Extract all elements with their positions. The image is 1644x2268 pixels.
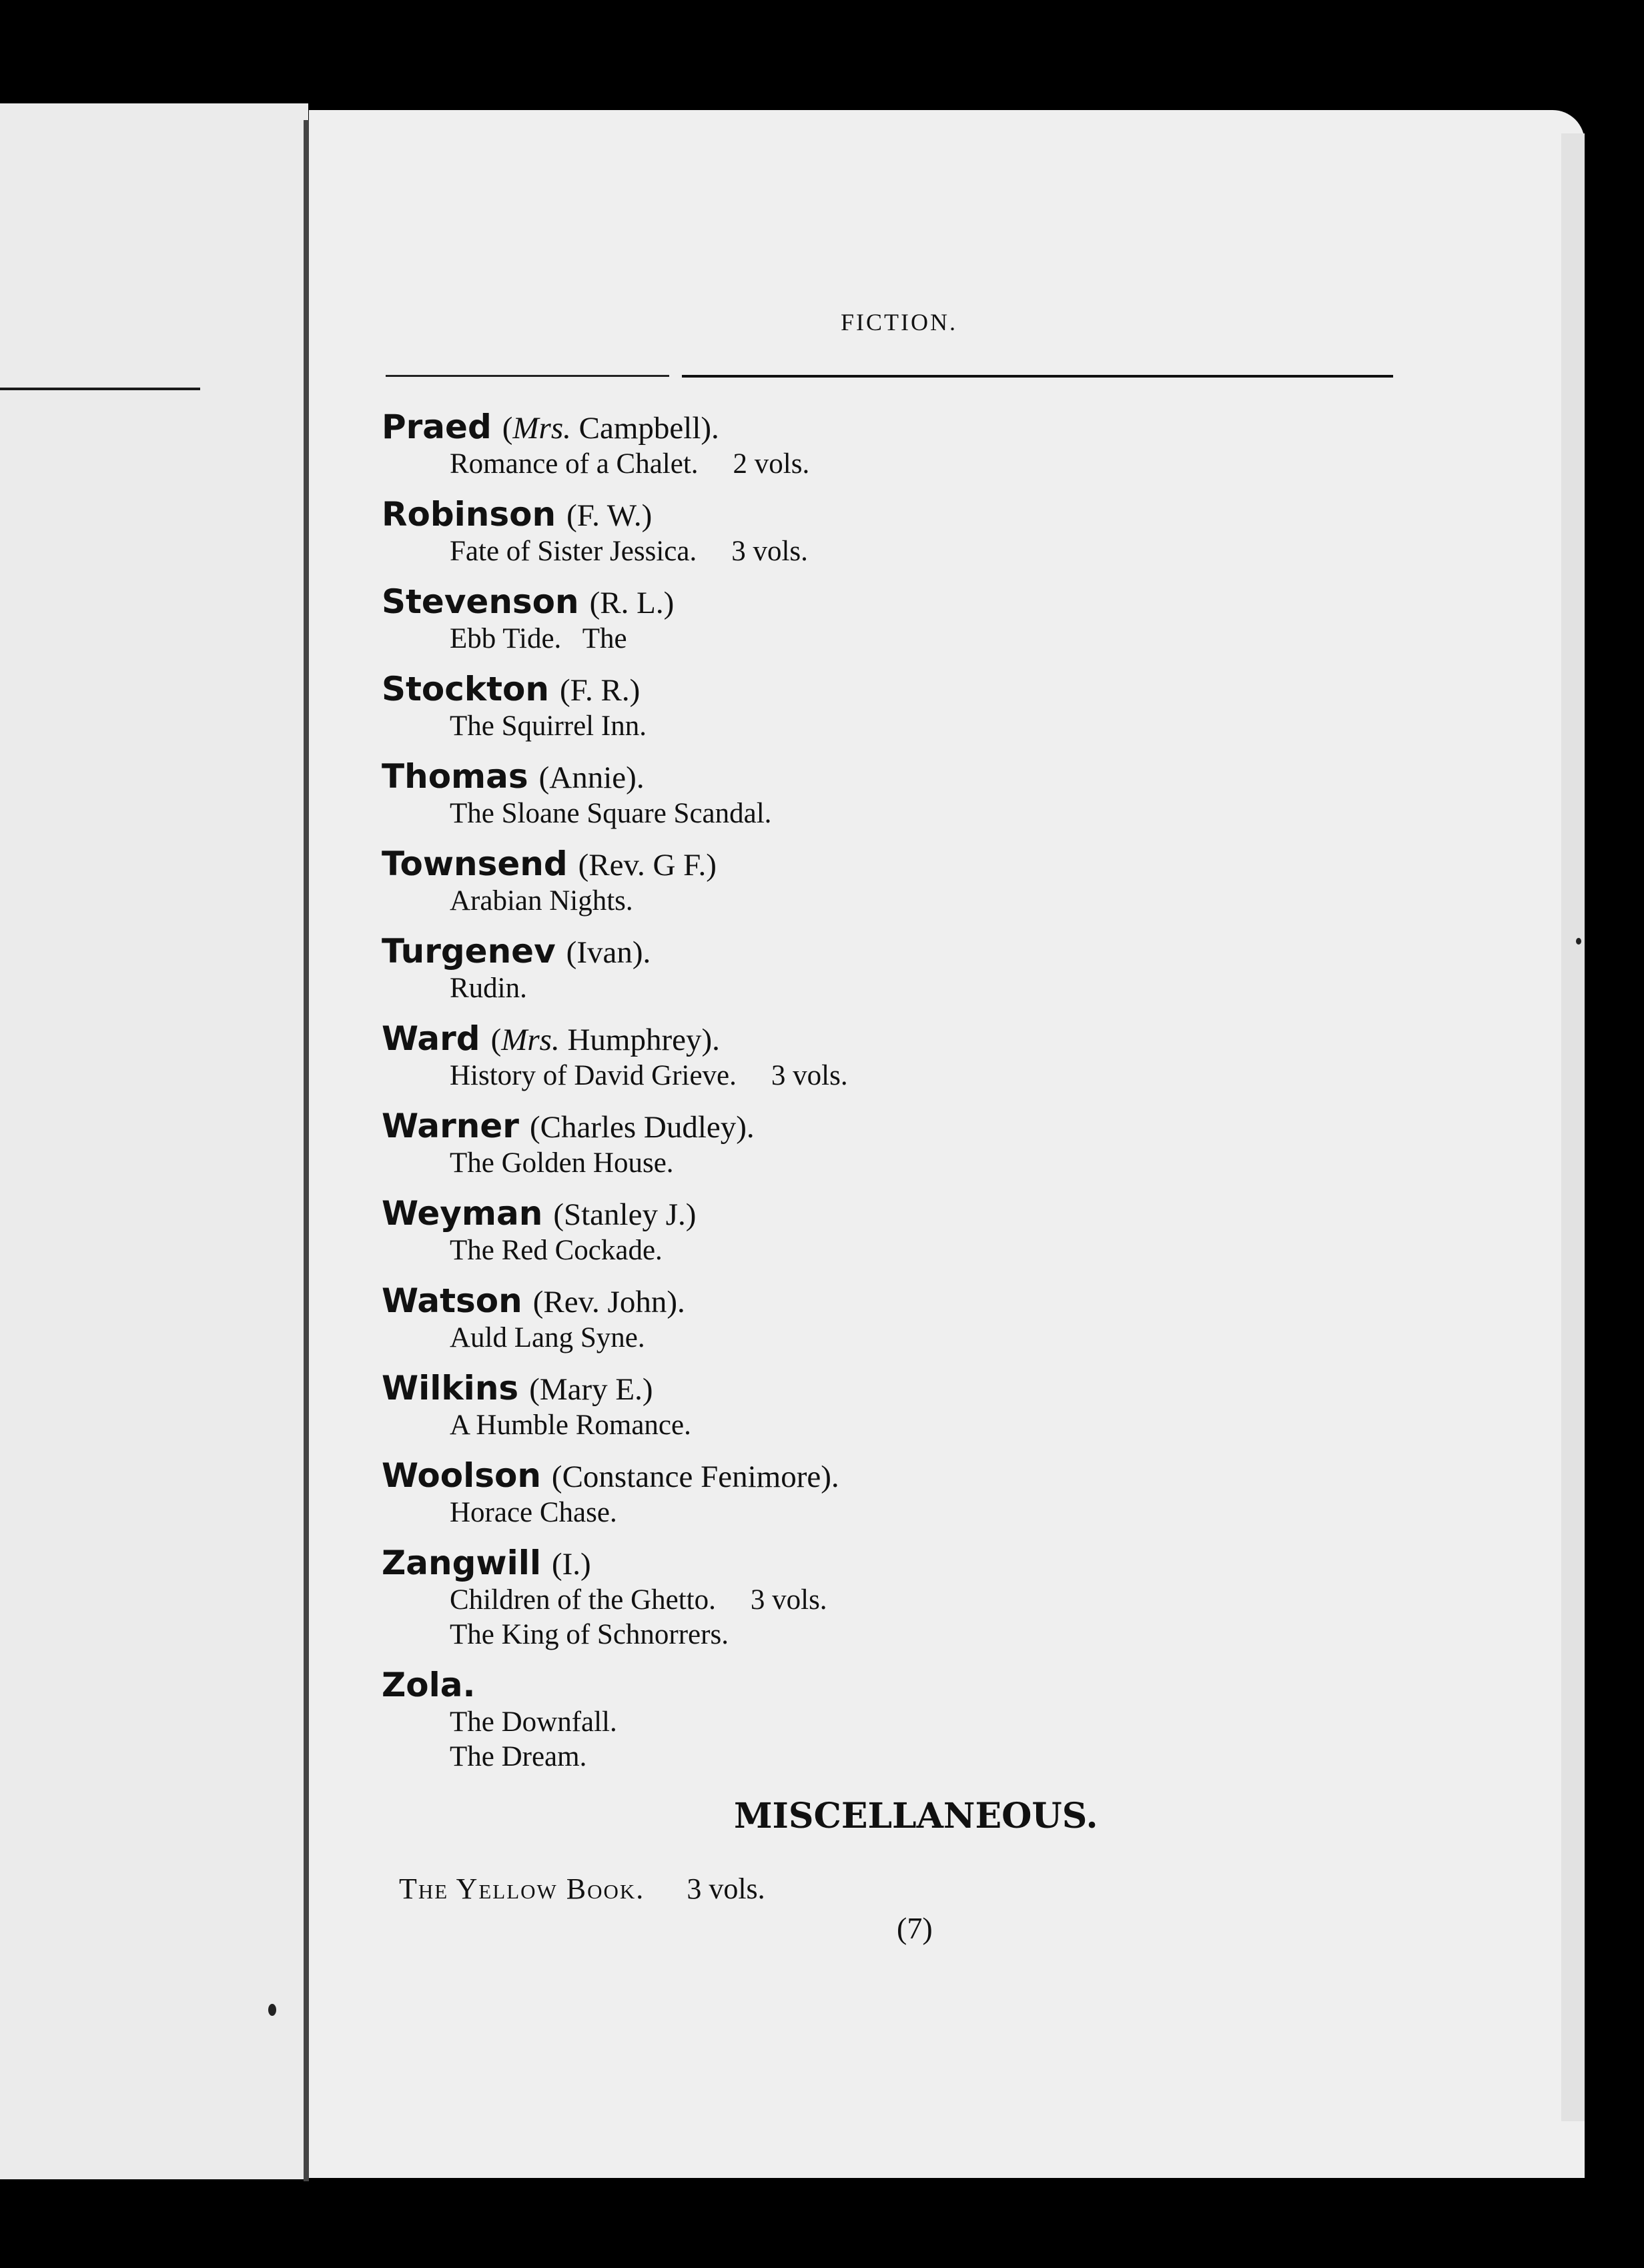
author-given-name: (Constance Fenimore). — [551, 1460, 839, 1494]
book-gutter — [304, 120, 309, 2181]
author-entry — [382, 1369, 1483, 1457]
book-title — [382, 971, 1483, 1006]
author-given-name: (Rev. John). — [532, 1285, 685, 1319]
author-line — [382, 670, 1483, 709]
misc-title: The Yellow Book. — [399, 1872, 645, 1905]
book-title — [382, 1233, 1483, 1268]
author-given-name: (Ivan). — [566, 935, 651, 970]
header-rule-right — [682, 375, 1393, 378]
book-title — [382, 1059, 1483, 1093]
author-given-name: (Annie). — [538, 760, 645, 795]
book-title — [382, 1146, 1483, 1181]
running-header: FICTION. — [841, 309, 957, 336]
author-line — [382, 408, 1483, 447]
author-honorific: Mrs. — [501, 1023, 560, 1057]
author-given-name: (Charles Dudley). — [529, 1110, 755, 1145]
author-entry — [382, 933, 1483, 1020]
header-rule-left — [386, 375, 669, 377]
author-surname: Zangwill — [382, 1544, 541, 1582]
author-line — [382, 1282, 1483, 1321]
volume-count: 3 vols. — [731, 536, 808, 567]
author-entry — [382, 583, 1483, 670]
misc-entry — [399, 1872, 765, 1906]
book-title-text: The Sloane Square Scandal. — [450, 798, 772, 829]
book-title — [382, 1705, 1483, 1740]
book-title — [382, 1408, 1483, 1443]
page-edge-shadow — [1561, 133, 1585, 2121]
book-title-text: Ebb Tide. The — [450, 623, 627, 654]
author-line — [382, 1020, 1483, 1059]
author-given-name: (Rev. G F.) — [578, 848, 717, 883]
author-given-name: (R. L.) — [589, 586, 675, 620]
author-given-name: (F. W.) — [566, 498, 653, 533]
author-line — [382, 1457, 1483, 1496]
book-title-text: The Dream. — [450, 1741, 587, 1772]
author-line — [382, 1544, 1483, 1583]
book-title-text: The Squirrel Inn. — [450, 710, 647, 742]
author-line — [382, 845, 1483, 884]
book-title-text: The Downfall. — [450, 1706, 617, 1738]
left-page-rule — [0, 388, 200, 390]
book-title-text: Auld Lang Syne. — [450, 1322, 645, 1353]
ink-speck — [1576, 938, 1581, 945]
author-surname: Robinson — [382, 495, 556, 534]
author-surname: Warner — [382, 1107, 519, 1145]
book-title — [382, 622, 1483, 656]
book-title-text: History of David Grieve. — [450, 1060, 737, 1091]
ink-speck — [268, 2004, 276, 2016]
misc-vols: 3 vols. — [687, 1872, 765, 1905]
author-surname: Stockton — [382, 670, 550, 708]
volume-count: 2 vols. — [733, 448, 810, 480]
page-number: (7) — [897, 1911, 933, 1945]
author-given-name: (F. R.) — [560, 673, 641, 708]
author-entry — [382, 1282, 1483, 1369]
author-given-name: (Mrs. Humphrey). — [490, 1023, 720, 1057]
volume-count: 3 vols. — [771, 1060, 848, 1091]
left-page — [0, 103, 308, 2179]
book-title — [382, 447, 1483, 482]
author-given-name: (I.) — [552, 1547, 591, 1582]
author-surname: Zola. — [382, 1666, 476, 1704]
book-title — [382, 534, 1483, 569]
author-line — [382, 1107, 1483, 1146]
author-surname: Thomas — [382, 757, 528, 796]
book-title-text: Romance of a Chalet. — [450, 448, 699, 480]
author-given-name: (Mrs. Campbell). — [502, 411, 719, 446]
author-entry — [382, 1020, 1483, 1107]
book-title-text: The Red Cockade. — [450, 1235, 663, 1266]
author-surname: Weyman — [382, 1194, 543, 1233]
book-title-text: The Golden House. — [450, 1147, 674, 1179]
author-line — [382, 933, 1483, 971]
book-title — [382, 796, 1483, 831]
author-line — [382, 1666, 1483, 1705]
book-title — [382, 1321, 1483, 1355]
book-title-text: Children of the Ghetto. — [450, 1584, 716, 1616]
author-surname: Stevenson — [382, 582, 579, 621]
book-title-text: Rudin. — [450, 973, 527, 1004]
fiction-list — [382, 408, 1483, 1788]
author-surname: Ward — [382, 1019, 480, 1058]
author-surname: Woolson — [382, 1456, 541, 1495]
author-entry — [382, 1195, 1483, 1282]
book-title — [382, 1583, 1483, 1618]
author-surname: Turgenev — [382, 932, 556, 971]
book-title-text: Horace Chase. — [450, 1497, 617, 1528]
author-entry — [382, 408, 1483, 496]
author-entry — [382, 670, 1483, 758]
author-surname: Wilkins — [382, 1369, 519, 1407]
volume-count: 3 vols. — [750, 1584, 827, 1616]
book-title — [382, 1618, 1483, 1652]
author-given-name: (Stanley J.) — [553, 1197, 697, 1232]
author-entry — [382, 496, 1483, 583]
author-entry — [382, 1544, 1483, 1666]
section-heading: MISCELLANEOUS. — [734, 1796, 1098, 1836]
author-entry — [382, 1666, 1483, 1788]
author-entry — [382, 1107, 1483, 1195]
book-title-text: A Humble Romance. — [450, 1409, 691, 1441]
author-line — [382, 583, 1483, 622]
author-entry — [382, 845, 1483, 933]
author-entry — [382, 1457, 1483, 1544]
author-line — [382, 758, 1483, 796]
book-title — [382, 1740, 1483, 1774]
book-title — [382, 709, 1483, 744]
book-title-text: Fate of Sister Jessica. — [450, 536, 697, 567]
book-title — [382, 884, 1483, 919]
author-surname: Watson — [382, 1281, 522, 1320]
book-title-text: The King of Schnorrers. — [450, 1619, 729, 1650]
book-title-text: Arabian Nights. — [450, 885, 633, 917]
author-surname: Townsend — [382, 844, 568, 883]
author-line — [382, 1369, 1483, 1408]
author-given-name: (Mary E.) — [529, 1372, 653, 1407]
author-honorific: Mrs. — [512, 411, 571, 446]
author-entry — [382, 758, 1483, 845]
author-line — [382, 1195, 1483, 1233]
book-title — [382, 1496, 1483, 1530]
author-surname: Praed — [382, 408, 492, 446]
author-line — [382, 496, 1483, 534]
